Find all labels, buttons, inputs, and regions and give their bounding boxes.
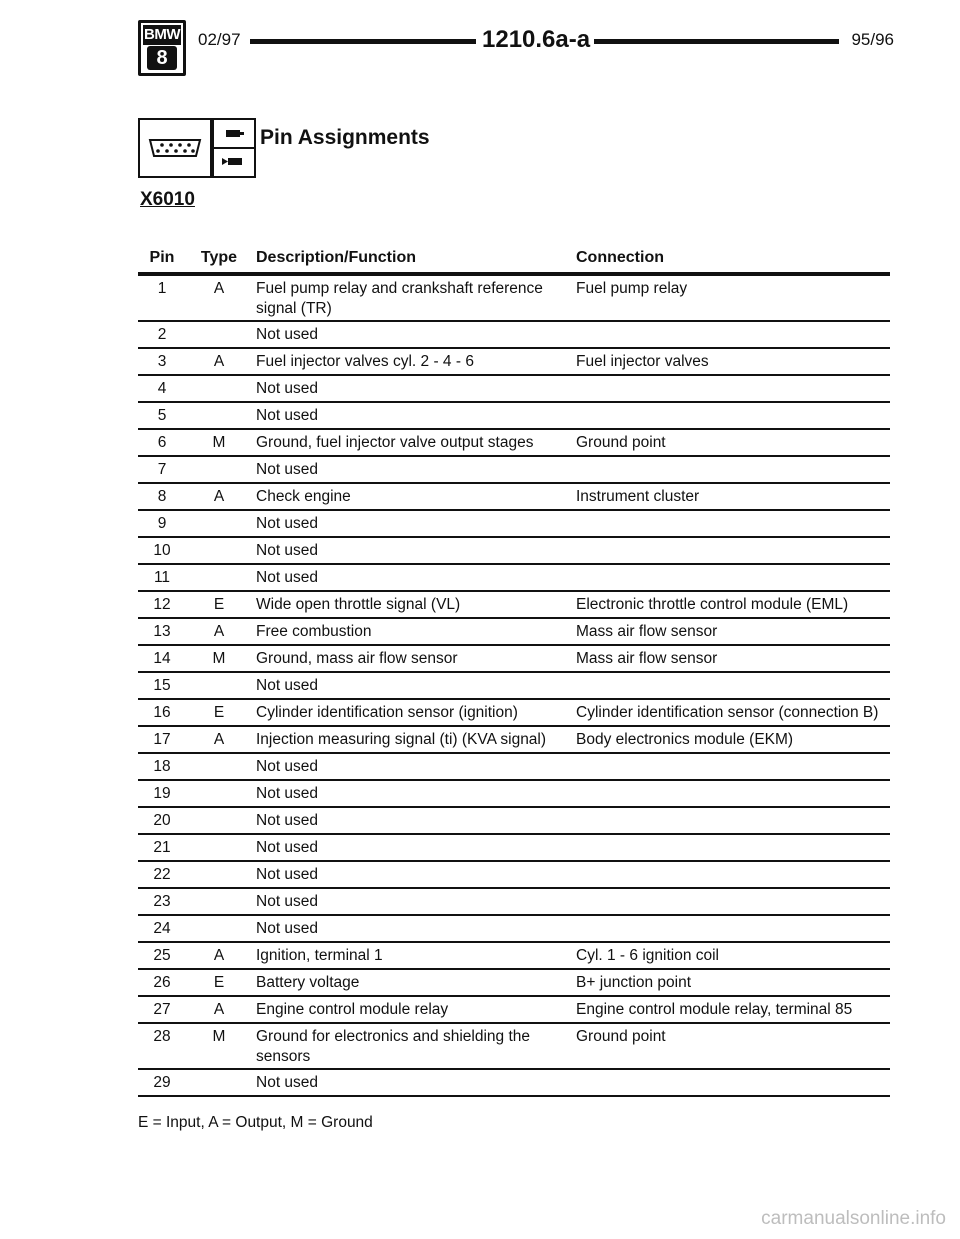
table-row bbox=[138, 538, 890, 565]
type-cell: M bbox=[212, 650, 226, 667]
description-cell: Not used bbox=[256, 758, 319, 775]
pin-cell: 29 bbox=[153, 1074, 171, 1091]
connection-cell: Mass air flow sensor bbox=[576, 623, 718, 640]
type-cell: E bbox=[213, 704, 225, 721]
table-row bbox=[138, 889, 890, 916]
header-date: 02/97 bbox=[198, 30, 241, 49]
description-cell: Not used bbox=[256, 920, 319, 937]
description-cell: Cylinder identification sensor (ignition) bbox=[256, 704, 518, 721]
pin-cell: 11 bbox=[153, 569, 171, 586]
table-header bbox=[138, 246, 890, 272]
type-legend-note: E = Input, A = Output, M = Ground bbox=[138, 1114, 373, 1131]
table-row bbox=[138, 646, 890, 673]
description-cell: Not used bbox=[256, 839, 319, 856]
description-cell: Free combustion bbox=[256, 623, 372, 640]
table-row bbox=[138, 673, 890, 700]
pin-cell: 5 bbox=[157, 407, 167, 424]
pin-cell: 28 bbox=[153, 1028, 171, 1045]
connection-cell: Instrument cluster bbox=[576, 488, 700, 505]
watermark: carmanualsonline.info bbox=[761, 1208, 946, 1229]
type-cell: E bbox=[213, 596, 225, 613]
pin-cell: 19 bbox=[153, 785, 171, 802]
pin-cell: 17 bbox=[153, 731, 171, 748]
description-cell: Not used bbox=[256, 380, 319, 397]
pin-cell: 16 bbox=[153, 704, 171, 721]
type-cell: M bbox=[212, 434, 226, 451]
pin-cell: 9 bbox=[157, 515, 167, 532]
description-cell: Not used bbox=[256, 326, 319, 343]
pin-cell: 13 bbox=[153, 623, 171, 640]
table-row bbox=[138, 997, 890, 1024]
section-heading bbox=[138, 118, 538, 180]
description-cell: Not used bbox=[256, 866, 319, 883]
table-row bbox=[138, 808, 890, 835]
table-row bbox=[138, 781, 890, 808]
description-cell: Not used bbox=[256, 785, 319, 802]
description-cell: Ground for electronics and shielding the sensors bbox=[256, 1028, 530, 1065]
connection-cell: Electronic throttle control module (EML) bbox=[576, 596, 849, 613]
connector-id: X6010 bbox=[140, 189, 195, 210]
header-rule-left bbox=[250, 39, 476, 44]
table-row bbox=[138, 322, 890, 349]
table-row bbox=[138, 484, 890, 511]
table-row bbox=[138, 376, 890, 403]
description-cell: Fuel pump relay and crankshaft reference signal (TR) bbox=[256, 280, 543, 317]
description-cell: Ignition, terminal 1 bbox=[256, 947, 383, 964]
description-cell: Ground, fuel injector valve output stages bbox=[256, 434, 534, 451]
connection-cell: Cyl. 1 - 6 ignition coil bbox=[576, 947, 720, 964]
pin-cell: 15 bbox=[153, 677, 171, 694]
pin-cell: 24 bbox=[153, 920, 171, 937]
pin-cell: 22 bbox=[153, 866, 171, 883]
type-cell: A bbox=[213, 623, 225, 640]
pin-cell: 6 bbox=[157, 434, 167, 451]
table-row bbox=[138, 1024, 890, 1070]
pin-cell: 18 bbox=[153, 758, 171, 775]
pin-cell: 27 bbox=[153, 1001, 171, 1018]
type-cell: E bbox=[213, 974, 225, 991]
connection-cell: Mass air flow sensor bbox=[576, 650, 718, 667]
connection-cell: B+ junction point bbox=[576, 974, 692, 991]
table-row bbox=[138, 943, 890, 970]
pin-cell: 20 bbox=[153, 812, 171, 829]
table-row bbox=[138, 862, 890, 889]
pin-assignment-table bbox=[138, 246, 890, 1097]
table-row bbox=[138, 403, 890, 430]
model-years: 95/96 bbox=[851, 30, 894, 49]
description-cell: Not used bbox=[256, 515, 319, 532]
pin-cell: 1 bbox=[157, 280, 167, 297]
table-row bbox=[138, 1070, 890, 1097]
pin-cell: 10 bbox=[153, 542, 171, 559]
type-cell: M bbox=[212, 1028, 226, 1045]
connection-cell: Ground point bbox=[576, 434, 666, 451]
table-row bbox=[138, 619, 890, 646]
type-cell: A bbox=[213, 947, 225, 964]
header-pin: Pin bbox=[149, 249, 175, 266]
pin-plug-icon bbox=[212, 118, 256, 178]
table-row bbox=[138, 700, 890, 727]
table-row bbox=[138, 835, 890, 862]
table-row bbox=[138, 276, 890, 322]
pin-cell: 12 bbox=[153, 596, 171, 613]
bmw-logo-text: BMW bbox=[144, 26, 180, 43]
description-cell: Not used bbox=[256, 407, 319, 424]
table-row bbox=[138, 457, 890, 484]
description-cell: Not used bbox=[256, 677, 319, 694]
pin-cell: 4 bbox=[157, 380, 167, 397]
header-rule-right bbox=[594, 39, 839, 44]
connection-cell: Body electronics module (EKM) bbox=[576, 731, 794, 748]
description-cell: Engine control module relay bbox=[256, 1001, 449, 1018]
table-body bbox=[138, 276, 890, 1097]
description-cell: Fuel injector valves cyl. 2 - 4 - 6 bbox=[256, 353, 474, 370]
table-row bbox=[138, 916, 890, 943]
table-row bbox=[138, 970, 890, 997]
table-row bbox=[138, 565, 890, 592]
bmw-logo-number: 8 bbox=[147, 46, 177, 70]
pin-cell: 21 bbox=[153, 839, 171, 856]
description-cell: Not used bbox=[256, 1074, 319, 1091]
connection-cell: Fuel injector valves bbox=[576, 353, 709, 370]
description-cell: Not used bbox=[256, 542, 319, 559]
description-cell: Not used bbox=[256, 812, 319, 829]
description-cell: Wide open throttle signal (VL) bbox=[256, 596, 461, 613]
description-cell: Battery voltage bbox=[256, 974, 360, 991]
description-cell: Not used bbox=[256, 569, 319, 586]
connection-cell: Ground point bbox=[576, 1028, 666, 1045]
connector-icon bbox=[138, 118, 212, 178]
pin-cell: 25 bbox=[153, 947, 171, 964]
type-cell: A bbox=[213, 731, 225, 748]
description-cell: Not used bbox=[256, 893, 319, 910]
section-title: Pin Assignments bbox=[260, 126, 430, 149]
bmw-logo bbox=[138, 20, 186, 76]
type-cell: A bbox=[213, 488, 225, 505]
document-header bbox=[138, 20, 894, 82]
description-cell: Ground, mass air flow sensor bbox=[256, 650, 458, 667]
header-connection: Connection bbox=[576, 249, 664, 266]
table-row bbox=[138, 349, 890, 376]
header-description: Description/Function bbox=[256, 249, 416, 266]
pin-cell: 14 bbox=[153, 650, 171, 667]
table-row bbox=[138, 511, 890, 538]
document-number: 1210.6a-a bbox=[478, 26, 594, 54]
table-row bbox=[138, 754, 890, 781]
description-cell: Not used bbox=[256, 461, 319, 478]
table-row bbox=[138, 430, 890, 457]
table-row bbox=[138, 727, 890, 754]
table-row bbox=[138, 592, 890, 619]
type-cell: A bbox=[213, 280, 225, 297]
pin-cell: 23 bbox=[153, 893, 171, 910]
description-cell: Check engine bbox=[256, 488, 351, 505]
connection-cell: Cylinder identification sensor (connection B) bbox=[576, 704, 879, 721]
pin-cell: 7 bbox=[157, 461, 167, 478]
pin-cell: 26 bbox=[153, 974, 171, 991]
pin-cell: 8 bbox=[157, 488, 167, 505]
description-cell: Injection measuring signal (ti) (KVA signal) bbox=[256, 731, 547, 748]
type-cell: A bbox=[213, 353, 225, 370]
type-cell: A bbox=[213, 1001, 225, 1018]
pin-cell: 2 bbox=[157, 326, 167, 343]
header-type: Type bbox=[200, 249, 238, 266]
connection-cell: Fuel pump relay bbox=[576, 280, 688, 297]
pin-cell: 3 bbox=[157, 353, 167, 370]
connection-cell: Engine control module relay, terminal 85 bbox=[576, 1001, 853, 1018]
